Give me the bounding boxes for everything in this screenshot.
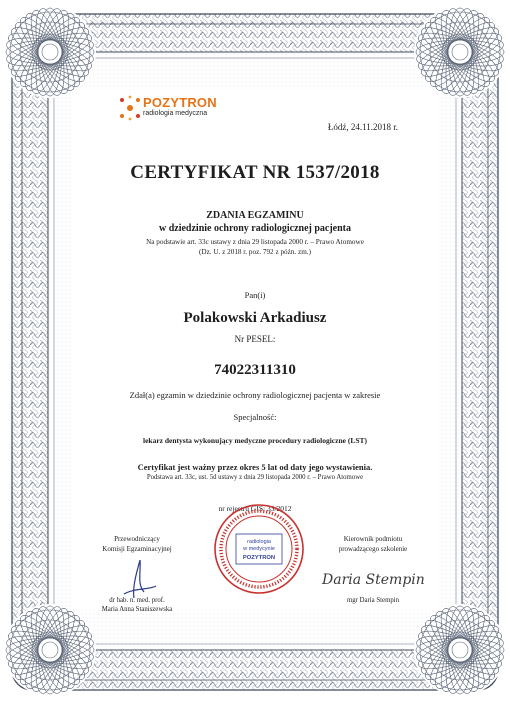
exam-subheading: w dziedzinie ochrony radiologicznej pacjenta <box>158 223 352 234</box>
rosette-bottom-left <box>4 604 96 696</box>
left-signatory-name <box>72 596 202 614</box>
pesel-number: 74022311310 <box>214 362 296 378</box>
passed-statement: Zdał(a) egzamin w dziedzinie ochrony radiologicznej pacjenta w zakresie <box>129 390 381 400</box>
rosette-bottom-right <box>414 604 506 696</box>
right-name-line1: mgr Daria Stempin <box>346 597 400 604</box>
right-signatory-title <box>308 534 438 554</box>
stamp-center-line1: radiologia <box>247 539 271 545</box>
register-number: nr rejestru GIS: 33/2012 <box>218 504 292 513</box>
legal-basis-line2: (Dz. U. z 2018 r. poz. 792 z późn. zm.) <box>199 248 311 256</box>
certificate-content <box>72 90 438 613</box>
rosette-top-right <box>414 6 506 98</box>
exam-heading: ZDANIA EGZAMINU <box>206 210 304 221</box>
legal-basis-line1: Na podstawie art. 33c ustawy z dnia 29 listopada 2000 r. – Prawo Atomowe <box>146 238 364 246</box>
stamp-center-line2: w medycynie <box>243 546 275 552</box>
certificate-title: CERTYFIKAT NR 1537/2018 <box>130 162 380 183</box>
salutation: Pan(i) <box>244 290 266 300</box>
recipient-name: Polakowski Arkadiusz <box>183 310 327 326</box>
logo-subtitle: radiologia medyczna <box>143 110 208 117</box>
left-title-line1: Przewodniczący <box>114 535 160 543</box>
pesel-label: Nr PESEL: <box>234 334 276 344</box>
validity-statement: Certyfikat jest ważny przez okres 5 lat od daty jego wystawienia. <box>137 462 373 472</box>
right-title-line2: prowadzącego szkolenie <box>338 545 408 553</box>
right-signature-script: Daria Stempin <box>322 572 425 588</box>
official-round-stamp <box>212 502 306 596</box>
atom-icon <box>117 94 143 122</box>
right-handwritten-signature <box>318 560 428 594</box>
validity-basis: Podstawa art. 33c, ust. 5d ustawy z dnia 29 listopada 2000 r. – Prawo Atomowe <box>146 474 364 481</box>
pozytron-logo <box>117 96 237 126</box>
left-title-line2: Komisji Egzaminacyjnej <box>102 545 172 553</box>
place-date: Łódź, 24.11.2018 r. <box>327 122 398 132</box>
specialty-value: lekarz dentysta wykonujący medyczne procedury radiologiczne (LST) <box>142 436 367 445</box>
stamp-center-logo: POZYTRON <box>242 555 276 561</box>
logo-name: POZYTRON <box>143 95 217 110</box>
right-title-line1: Kierownik podmiotu <box>343 535 403 543</box>
left-signatory-title <box>72 534 202 554</box>
right-signatory-name <box>308 596 438 605</box>
left-name-line1: dr hab. n. med. prof. <box>109 597 165 604</box>
rosette-top-left <box>4 6 96 98</box>
left-name-line2: Maria Anna Staniszewska <box>101 606 173 613</box>
specialty-label: Specjalność: <box>233 412 277 422</box>
